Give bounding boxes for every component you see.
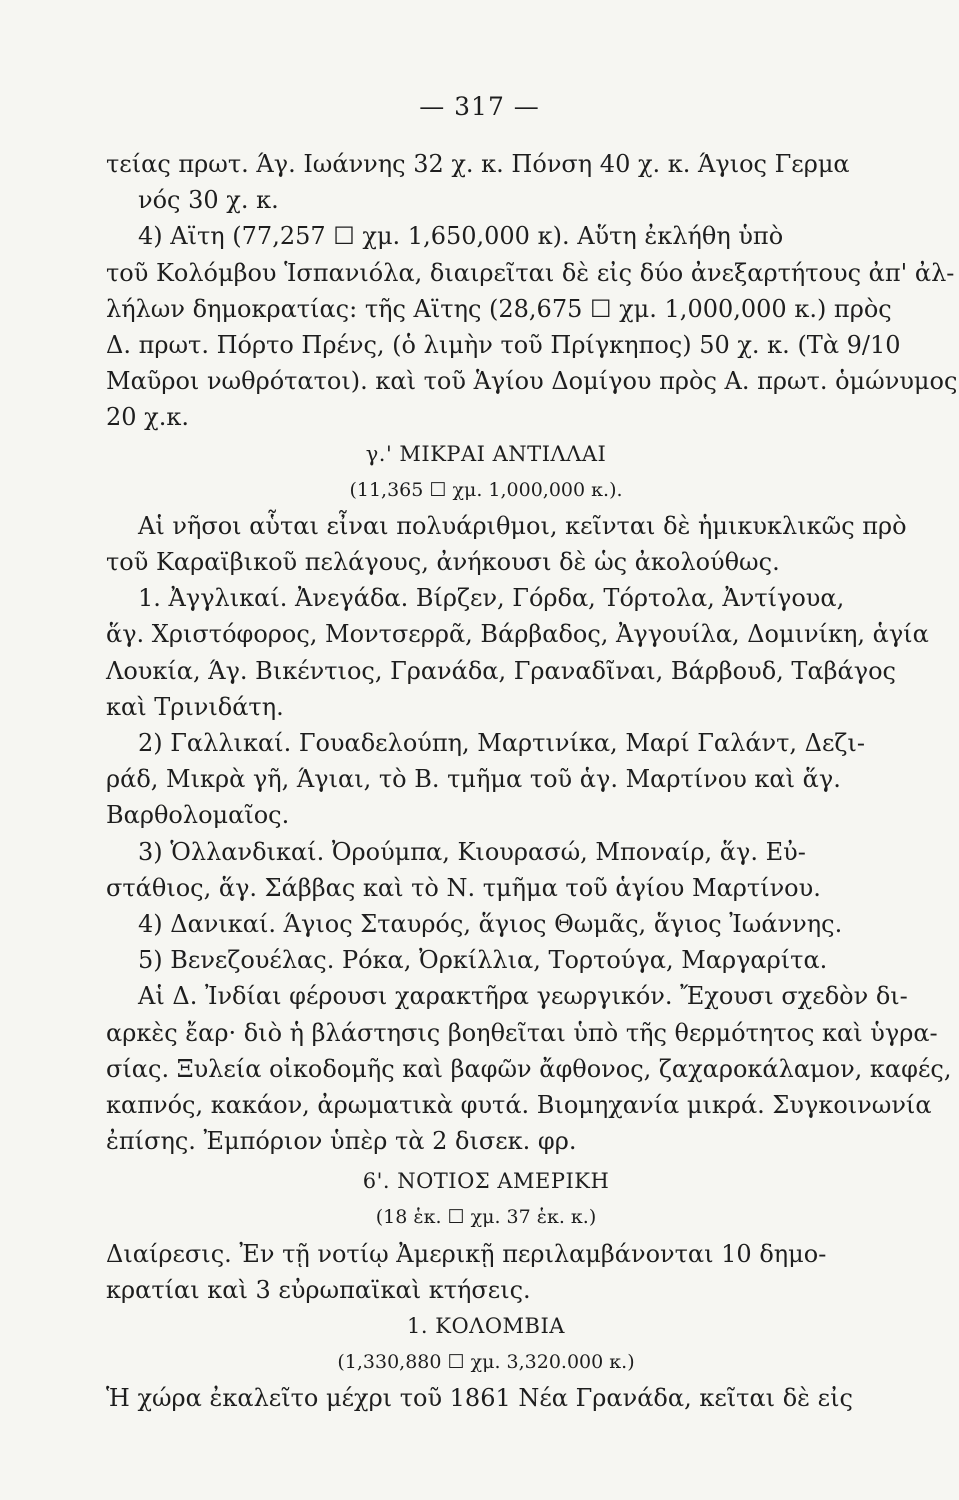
text-line: ράδ, Μικρὰ γῆ, Άγιαι, τὸ Β. τμῆμα τοῦ ἁγ. Μαρτίνου καὶ ἅγ. — [106, 765, 841, 794]
text-line: Ἡ χώρα ἐκαλεῖτο μέχρι τοῦ 1861 Νέα Γρανάδα, κεῖται δὲ εἰς — [106, 1384, 853, 1413]
text-line: Διαίρεσις. Ἐν τῇ νοτίῳ Ἀμερικῇ περιλαμβάνονται 10 δημο- — [106, 1239, 827, 1268]
text-line: 1. Ἀγγλικαί. Ἀνεγάδα. Βίρζεν, Γόρδα, Τόρτολα, Ἀντίγουα, — [138, 584, 845, 613]
body-text — [106, 146, 958, 1417]
section-stats: (18 ἑκ. ☐ χμ. 37 ἑκ. κ.) — [375, 1206, 597, 1229]
text-line: ἐπίσης. Ἐμπόριον ὑπὲρ τὰ 2 δισεκ. φρ. — [106, 1127, 577, 1156]
text-line: 5) Βενεζουέλας. Ρόκα, Ὀρκίλλια, Τορτούγα, Μαργαρίτα. — [138, 946, 828, 975]
section-stats: (1,330,880 ☐ χμ. 3,320.000 κ.) — [337, 1351, 635, 1374]
text-line: αρκὲς ἔαρ· διὸ ἡ βλάστησις βοηθεῖται ὑπὸ τῆς θερμότητος καὶ ὑγρα- — [106, 1018, 938, 1047]
text-line: 20 χ.κ. — [106, 403, 189, 432]
section-heading: γ.' ΜΙΚΡΑΙ ΑΝΤΙΛΛΑΙ — [365, 441, 607, 466]
text-line: Αἱ Δ. Ἰνδίαι φέρουσι χαρακτῆρα γεωργικόν. Ἔχουσι σχεδὸν δι- — [138, 982, 908, 1011]
text-line: καπνός, κακάον, ἀρωματικὰ φυτά. Βιομηχανία μικρά. Συγκοινωνία — [106, 1090, 932, 1119]
text-line: σίας. Ξυλεία οἰκοδομῆς καὶ βαφῶν ἄφθονος, ζαχαροκάλαμον, καφές, — [106, 1054, 952, 1083]
text-line: νός 30 χ. κ. — [138, 186, 279, 215]
text-line: κρατίαι καὶ 3 εὐρωπαϊκαὶ κτήσεις. — [106, 1275, 531, 1304]
text-line: τείας πρωτ. Άγ. Ιωάννης 32 χ. κ. Πόνση 40 χ. κ. Άγιος Γερμα — [106, 150, 850, 178]
text-line: λήλων δημοκρατίας: τῆς Αϊτης (28,675 ☐ χμ. 1,000,000 κ.) πρὸς — [106, 294, 892, 323]
text-line: Δ. πρωτ. Πόρτο Πρένς, (ὁ λιμὴν τοῦ Πρίγκηπος) 50 χ. κ. (Τὰ 9/10 — [106, 330, 901, 359]
text-line: 4) Δανικαί. Άγιος Σταυρός, ἅγιος Θωμᾶς, ἅγιος Ἰωάννης. — [138, 909, 843, 938]
text-line: 4) Αϊτη (77,257 ☐ χμ. 1,650,000 κ). Αὕτη ἐκλήθη ὑπὸ — [138, 222, 784, 251]
text-line: Βαρθολομαῖος. — [106, 801, 290, 830]
text-line: καὶ Τρινιδάτη. — [106, 692, 284, 721]
text-line: 3) Ὁλλανδικαί. Ὀρούμπα, Κιουρασώ, Μποναίρ, ἅγ. Εὐ- — [138, 837, 806, 866]
text-line: Λουκία, Άγ. Βικέντιος, Γρανάδα, Γραναδῖναι, Βάρβουδ, Ταβάγος — [106, 656, 896, 685]
text-line: ἅγ. Χριστόφορος, Μοντσερρᾶ, Βάρβαδος, Ἀγγουίλα, Δομινίκη, ἁγία — [106, 620, 929, 649]
section-heading: 6'. ΝΟΤΙΟΣ ΑΜΕΡΙΚΗ — [362, 1169, 610, 1194]
text-line: 2) Γαλλικαί. Γουαδελούπη, Μαρτινίκα, Μαρί Γαλάντ, Δεζι- — [138, 729, 865, 757]
text-line: τοῦ Καραϊβικοῦ πελάγους, ἀνήκουσι δὲ ὡς ἀκολούθως. — [106, 548, 780, 577]
text-line: Αἱ νῆσοι αὗται εἶναι πολυάριθμοι, κεῖνται δὲ ἡμικυκλικῶς πρὸ — [138, 511, 907, 540]
section-stats: (11,365 ☐ χμ. 1,000,000 κ.). — [349, 478, 623, 501]
text-line: στάθιος, ἅγ. Σάββας καὶ τὸ Ν. τμῆμα τοῦ ἁγίου Μαρτίνου. — [106, 873, 821, 902]
text-line: Μαῦροι νωθρότατοι). καὶ τοῦ Ἁγίου Δομίγου πρὸς Α. πρωτ. ὁμώνυμος — [106, 367, 958, 396]
text-line: τοῦ Κολόμβου Ἱσπανιόλα, διαιρεῖται δὲ εἰς δύο ἀνεξαρτήτους ἀπ' ἀλ- — [106, 258, 955, 287]
section-heading: 1. ΚΟΛΟΜΒΙΑ — [407, 1314, 565, 1338]
page-number: — 317 — — [419, 92, 540, 121]
